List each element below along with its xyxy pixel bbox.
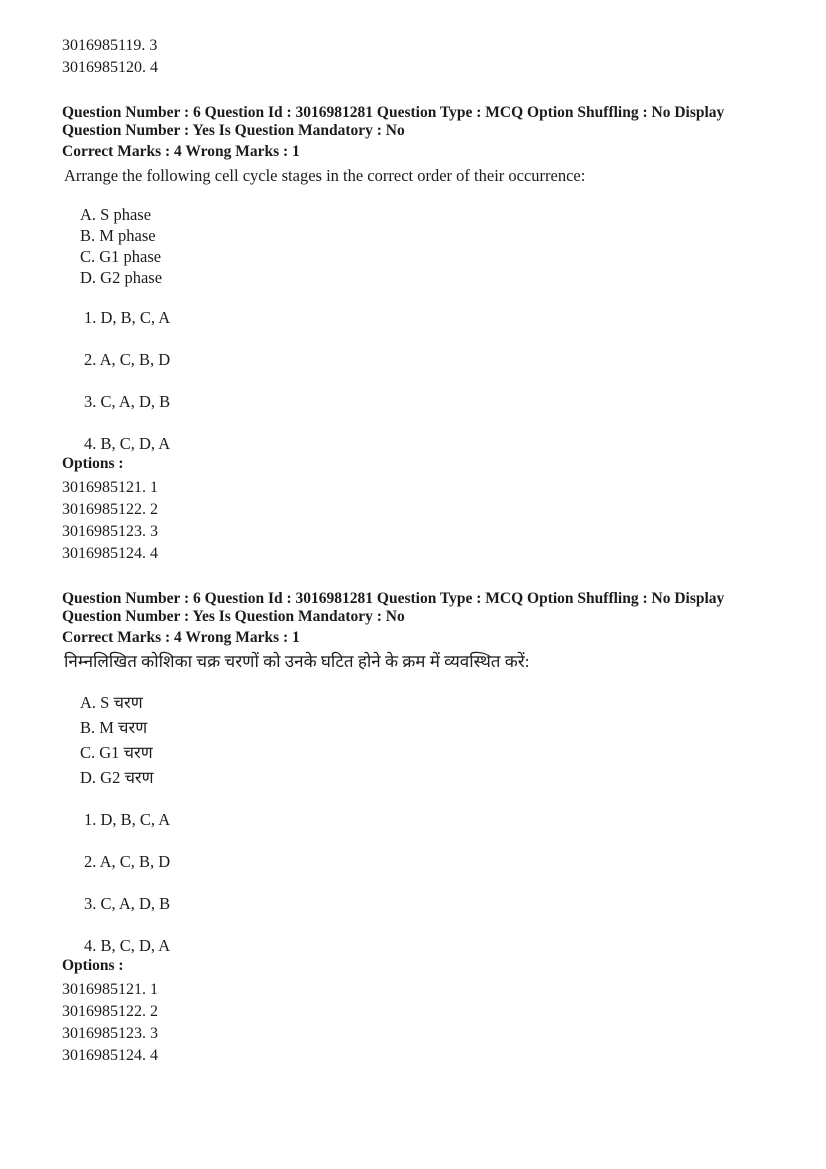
option-id-row: 3016985123. 3 <box>62 1025 158 1042</box>
stage-item: C. G1 phase <box>80 247 162 266</box>
question-meta-line: Question Number : 6 Question Id : 3016981281 Question Type : MCQ Option Shuffling : No Display Question Number : Yes Is Question Mandatory : No <box>62 590 725 625</box>
answer-choice: 1. D, B, C, A <box>84 810 171 829</box>
answer-choice: 4. B, C, D, A <box>84 434 171 453</box>
answer-choice: 3. C, A, D, B <box>84 894 171 913</box>
previous-question-option-ids <box>62 35 766 79</box>
answer-choice: 2. A, C, B, D <box>84 350 171 369</box>
question-text: Arrange the following cell cycle stages in the correct order of their occurrence: <box>64 166 586 185</box>
question-block-hindi <box>62 590 766 1067</box>
stage-item: A. S phase <box>80 205 152 224</box>
answer-choice-list <box>84 307 766 454</box>
question-text: निम्नलिखित कोशिका चक्र चरणों को उनके घटित होने के क्रम में व्यवस्थित करें: <box>64 652 530 671</box>
option-id-row: 3016985121. 1 <box>62 479 158 496</box>
stage-list <box>80 204 766 288</box>
answer-choice-list <box>84 809 766 956</box>
stage-list <box>80 690 766 790</box>
option-id-row: 3016985119. 3 <box>62 37 158 54</box>
option-id-row: 3016985124. 4 <box>62 1047 158 1064</box>
stage-item: A. S चरण <box>80 693 143 712</box>
question-meta-line: Question Number : 6 Question Id : 3016981281 Question Type : MCQ Option Shuffling : No Display Question Number : Yes Is Question Mandatory : No <box>62 104 725 139</box>
stage-item: B. M phase <box>80 226 156 245</box>
marks-line: Correct Marks : 4 Wrong Marks : 1 <box>62 143 300 160</box>
option-id-list <box>62 979 766 1067</box>
answer-choice: 4. B, C, D, A <box>84 936 171 955</box>
answer-choice: 2. A, C, B, D <box>84 852 171 871</box>
answer-choice: 3. C, A, D, B <box>84 392 171 411</box>
option-id-row: 3016985124. 4 <box>62 545 158 562</box>
options-label: Options : <box>62 455 124 472</box>
answer-choice: 1. D, B, C, A <box>84 308 171 327</box>
stage-item: B. M चरण <box>80 718 148 737</box>
options-label: Options : <box>62 957 124 974</box>
stage-item: D. G2 phase <box>80 268 163 287</box>
option-id-row: 3016985122. 2 <box>62 1003 158 1020</box>
option-id-row: 3016985122. 2 <box>62 501 158 518</box>
stage-item: D. G2 चरण <box>80 768 154 787</box>
marks-line: Correct Marks : 4 Wrong Marks : 1 <box>62 629 300 646</box>
option-id-row: 3016985120. 4 <box>62 59 158 76</box>
option-id-row: 3016985123. 3 <box>62 523 158 540</box>
option-id-row: 3016985121. 1 <box>62 981 158 998</box>
stage-item: C. G1 चरण <box>80 743 153 762</box>
option-id-list <box>62 477 766 565</box>
question-block-english <box>62 104 766 565</box>
